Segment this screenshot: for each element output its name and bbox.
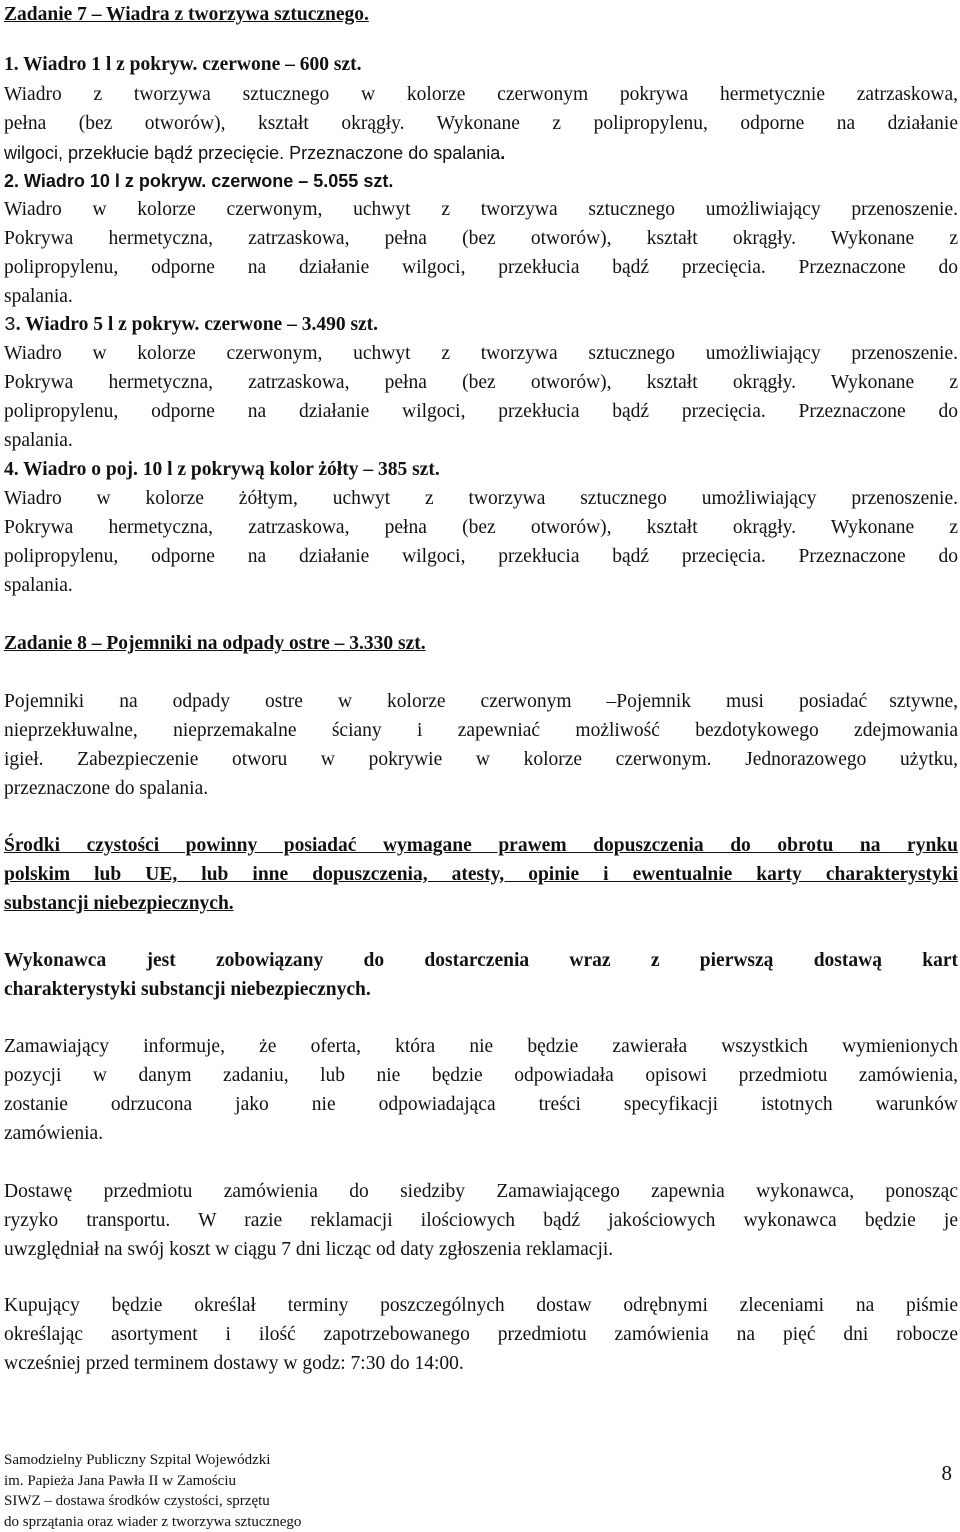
item-3-heading-text: . Wiadro 5 l z pokryw. czerwone – 3.490 szt. xyxy=(15,314,379,335)
contractor-line-2: charakterystyki substancji niebezpiecznych. xyxy=(4,979,371,1000)
item-1-line-3-period: . xyxy=(500,143,506,163)
task-8-title: Zadanie 8 – Pojemniki na odpady ostre – 3.330 szt. xyxy=(4,633,426,654)
item-2-heading: 2. Wiadro 10 l z pokryw. czerwone – 5.055 szt. xyxy=(4,171,394,191)
item-4-line-4: spalania. xyxy=(4,575,73,596)
delivery-line-3: uwzględniał na swój koszt w ciągu 7 dni licząc od daty zgłoszenia reklamacji. xyxy=(4,1239,614,1260)
item-3-line-4: spalania. xyxy=(4,430,73,451)
footer-line-2: im. Papieża Jana Pawła II w Zamościu xyxy=(4,1472,237,1489)
item-4-heading: 4. Wiadro o poj. 10 l z pokrywą kolor żółty – 385 szt. xyxy=(4,459,440,480)
delivery-line-1: Dostawę przedmiotu zamówienia do siedziby Zamawiającego zapewnia wykonawca, ponosząc xyxy=(4,1181,958,1202)
purchaser-line-1: Kupujący będzie określał terminy poszczególnych dostaw odrębnymi zleceniami na piśmie xyxy=(4,1295,958,1316)
item-1-line-1: Wiadro z tworzywa sztucznego w kolorze czerwonym pokrywa hermetycznie zatrzaskowa, xyxy=(4,84,958,105)
task-8-line-4: przeznaczone do spalania. xyxy=(4,778,209,799)
purchaser-line-2: określając asortyment i ilość zapotrzebowanego przedmiotu zamówienia na pięć dni robocze xyxy=(4,1324,958,1345)
task-7-title: Zadanie 7 – Wiadra z tworzywa sztucznego. xyxy=(4,4,369,25)
page-footer xyxy=(4,1450,301,1532)
item-3-line-1: Wiadro w kolorze czerwonym, uchwyt z tworzywa sztucznego umożliwiający przenoszenie. xyxy=(4,343,958,364)
item-1-line-3-text: wilgoci, przekłucie bądź przecięcie. Przeznaczone do spalania xyxy=(4,143,501,163)
task-8-line-1-end: sztywne, xyxy=(889,691,958,712)
footer-line-4: do sprzątania oraz wiader z tworzywa sztucznego xyxy=(4,1513,302,1530)
task-8-line-3: igieł. Zabezpieczenie otworu w pokrywie w kolorze czerwonym. Jednorazowego użytku, xyxy=(4,749,958,770)
task-8-line-2: nieprzekłuwalne, nieprzemakalne ściany i zapewniać możliwość bezdotykowego zdejmowania xyxy=(4,720,958,741)
item-2-line-2: Pokrywa hermetyczna, zatrzaskowa, pełna (bez otworów), kształt okrągły. Wykonane z xyxy=(4,228,958,249)
item-4-line-3: polipropylenu, odporne na działanie wilgoci, przekłucia bądź przecięcia. Przeznaczone do xyxy=(4,546,958,567)
item-1-line-2: pełna (bez otworów), kształt okrągły. Wykonane z polipropylenu, odporne na działanie xyxy=(4,113,958,134)
cleaning-agents-line-2: polskim lub UE, lub inne dopuszczenia, atesty, opinie i ewentualnie karty charakterystyki xyxy=(4,864,958,885)
item-2-line-4: spalania. xyxy=(4,286,73,307)
item-3-number: 3 xyxy=(4,314,16,336)
item-1-heading: 1. Wiadro 1 l z pokryw. czerwone – 600 szt. xyxy=(4,54,362,75)
item-3-heading xyxy=(4,310,958,340)
buyer-notice-line-4: zamówienia. xyxy=(4,1123,104,1144)
footer-line-1: Samodzielny Publiczny Szpital Wojewódzki xyxy=(4,1452,271,1468)
item-3-line-2: Pokrywa hermetyczna, zatrzaskowa, pełna (bez otworów), kształt okrągły. Wykonane z xyxy=(4,372,958,393)
cleaning-agents-line-3: substancji niebezpiecznych. xyxy=(4,893,234,914)
delivery-line-2: ryzyko transportu. W razie reklamacji ilościowych bądź jakościowych wykonawca będzie je xyxy=(4,1210,958,1231)
item-4-line-1: Wiadro w kolorze żółtym, uchwyt z tworzywa sztucznego umożliwiający przenoszenie. xyxy=(4,488,958,509)
item-1-line-3 xyxy=(4,138,958,168)
contractor-line-1: Wykonawca jest zobowiązany do dostarczenia wraz z pierwszą dostawą kart xyxy=(4,950,958,971)
page-number: 8 xyxy=(941,1461,952,1485)
task-8-line-1 xyxy=(4,687,958,717)
item-2-line-3: polipropylenu, odporne na działanie wilgoci, przekłucia bądź przecięcia. Przeznaczone do xyxy=(4,257,958,278)
purchaser-line-3: wcześniej przed terminem dostawy w godz: 7:30 do 14:00. xyxy=(4,1353,464,1374)
footer-line-3: SIWZ – dostawa środków czystości, sprzętu xyxy=(4,1493,270,1509)
cleaning-agents-line-1: Środki czystości powinny posiadać wymagane prawem dopuszczenia do obrotu na rynku xyxy=(4,835,958,856)
task-8-line-1-text: Pojemniki na odpady ostre w kolorze czerwonym –Pojemnik musi posiadać xyxy=(4,691,868,712)
buyer-notice-line-2: pozycji w danym zadaniu, lub nie będzie odpowiadała opisowi przedmiotu zamówienia, xyxy=(4,1065,958,1086)
item-4-line-2: Pokrywa hermetyczna, zatrzaskowa, pełna (bez otworów), kształt okrągły. Wykonane z xyxy=(4,517,958,538)
buyer-notice-line-1: Zamawiający informuje, że oferta, która nie będzie zawierała wszystkich wymienionych xyxy=(4,1036,958,1057)
buyer-notice-line-3: zostanie odrzucona jako nie odpowiadająca treści specyfikacji istotnych warunków xyxy=(4,1094,958,1115)
item-2-line-1: Wiadro w kolorze czerwonym, uchwyt z tworzywa sztucznego umożliwiający przenoszenie. xyxy=(4,199,958,220)
item-3-line-3: polipropylenu, odporne na działanie wilgoci, przekłucia bądź przecięcia. Przeznaczone do xyxy=(4,401,958,422)
